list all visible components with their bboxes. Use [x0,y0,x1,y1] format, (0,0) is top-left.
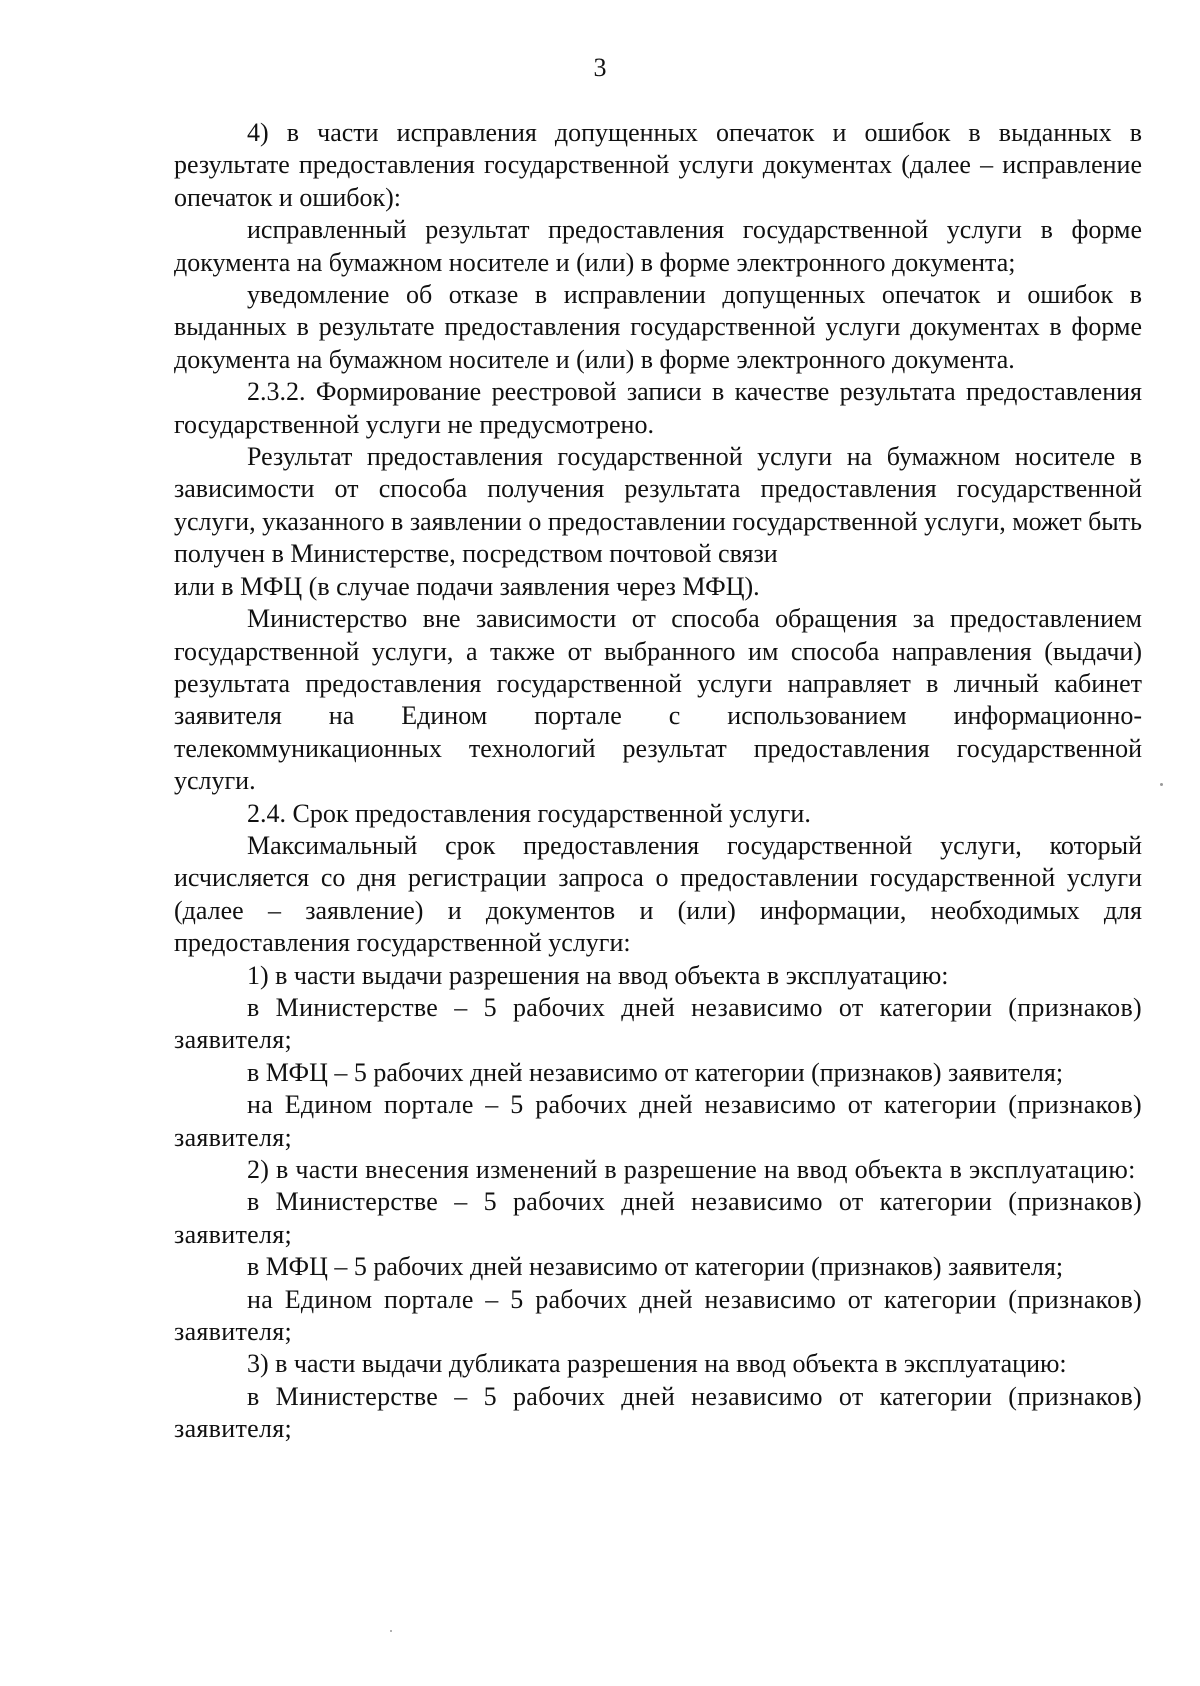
term-ministry-2: в Министерстве – 5 рабочих дней независимо от категории (признаков) заявителя; [174,1187,1142,1249]
term-mfc-1: в МФЦ – 5 рабочих дней независимо от категории (признаков) заявителя; [247,1057,1064,1087]
term-portal-2: на Едином портале – 5 рабочих дней независимо от категории (признаков) заявителя; [174,1284,1142,1347]
paragraph-result-mfc: или в МФЦ (в случае подачи заявления через МФЦ). [174,571,760,601]
term-mfc-2: в МФЦ – 5 рабочих дней независимо от категории (признаков) заявителя; [247,1252,1064,1282]
list-item-3-duplicate: 3) в части выдачи дубликата разрешения на ввод объекта в эксплуатацию: [247,1349,1067,1379]
term-ministry-1: в Министерстве – 5 рабочих дней независимо от категории (признаков) заявителя; [174,992,1142,1055]
term-ministry-3: в Министерстве – 5 рабочих дней независимо от категории (признаков) заявителя; [174,1381,1142,1444]
document-body [174,117,1142,1446]
paragraph-4-correction: 4) в части исправления допущенных опечаток и ошибок в выданных в результате предоставления государственной услуги документах (далее – исправление опечаток и ошибок): [174,118,1142,212]
paragraph-corrected-result: исправленный результат предоставления государственной услуги в форме документа на бумажном носителе и (или) в форме электронного документа; [174,215,1142,277]
paragraph-max-term: Максимальный срок предоставления государственной услуги, который исчисляется со дня регистрации запроса о предоставлении государственной услуги (далее – заявление) и документов и (или) информации, необходимых для предоставления государственной услуги: [174,830,1142,958]
paragraph-result-paper: Результат предоставления государственной услуги на бумажном носителе в зависимости от способа получения результата предоставления государственной услуги, указанного в заявлении о предоставлении государственной услуги, может быть получен в Министерстве, посредством почтовой связи [174,442,1142,569]
paragraph-refusal-notice: уведомление об отказе в исправлении допущенных опечаток и ошибок в выданных в результате предоставления государственной услуги документах в форме документа на бумажном носителе и (или) в форме электронного документа. [174,280,1142,374]
section-heading-2-4: 2.4. Срок предоставления государственной услуги. [247,798,811,828]
paragraph-ministry-cabinet: Министерство вне зависимости от способа обращения за предоставлением государственной услуги, а также от выбранного им способа направления (выдачи) результата предоставления государственной услуги направляет в личный кабинет заявителя на Едином портале с использованием информационно-телекоммуникационных технологий результат предоставления государственной услуги. [174,604,1142,796]
term-portal-1: на Едином портале – 5 рабочих дней независимо от категории (признаков) заявителя; [174,1090,1142,1152]
list-item-2-changes: 2) в части внесения изменений в разрешение на ввод объекта в эксплуатацию: [247,1155,1136,1184]
paragraph-2-3-2: 2.3.2. Формирование реестровой записи в качестве результата предоставления государственной услуги не предусмотрено. [174,377,1142,439]
scan-speck [390,1630,392,1632]
list-item-1-issue: 1) в части выдачи разрешения на ввод объекта в эксплуатацию: [247,960,949,990]
page-number: 3 [593,53,607,82]
scan-speck [1160,783,1163,786]
